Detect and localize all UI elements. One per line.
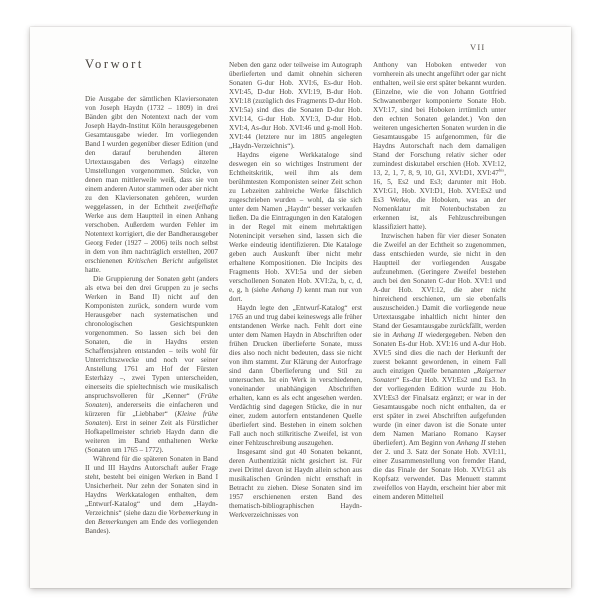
paragraph: Die Gruppierung der Sonaten geht (anders als etwa bei den drei Gruppen zu je sechs Werken in Band II) nicht auf den Komponisten zurück, sondern wurde vom Herausgeber nach systematischen und chronologischen Gesichtspunkten vorgenommen. So lassen sich bei den Sonaten, die in Haydns ersten Schaffensjahren entstanden – teils wohl für Unterrichtszwecke und noch vor seiner Anstellung 1761 am Hof der Fürsten Esterházy –, zwei Typen unterscheiden, einerseits die spieltechnisch wie musikalisch anspruchsvolleren für „Kenner“ (Frühe Sonaten), andererseits die einfacheren und kürzeren für „Liebhaber“ (Kleine frühe Sonaten). Erst in seiner Zeit als Fürstlicher Hofkapellmeister schrieb Haydn dann die weiteren im Band enthaltenen Werke (Sonaten um 1765 – 1772). [85, 275, 218, 454]
text-column-1 [85, 95, 218, 536]
paragraph: Die Ausgabe der sämtlichen Klaviersonaten von Joseph Haydn (1732 – 1809) in drei Bänden gibt den Notentext nach der vom Joseph Haydn-Institut Köln herausgegebenen Gesamtausgabe wieder. Im vorliegenden Band I wurden gegenüber dieser Edition (und den darauf beruhenden älteren Urtextausgaben des Verlags) einzelne Umstellungen vorgenommen. Stücke, von denen man mittlerweile weiß, dass sie von einem anderen Autor stammen oder aber nicht zu den Klaviersonaten gehören, wurden weggelassen, in der Echtheit zweifelhafte Werke aus dem Hauptteil in einen Anhang verschoben. Außerdem wurden Fehler im Notentext korrigiert, die der Bandherausgeber Georg Feder (1927 – 2006) teils noch selbst in dem von ihm nachträglich erstellten, 2007 erschienenen Kritischen Bericht aufgelistet hatte. [85, 95, 218, 274]
text-column-2 [229, 61, 362, 520]
paragraph: Während für die späteren Sonaten in Band II und III Haydns Autorschaft außer Frage steht, besteht bei einigen Werken in Band I Unsicherheit. Nur zehn der Sonaten sind in Haydns Werkkatalogen enthalten, dem „Entwurf-Katalog“ und dem „Haydn-Verzeichnis“ (siehe dazu die Vorbemerkung in den Bemerkungen am Ende des vorliegenden Bandes). [85, 455, 219, 535]
paragraph: Haydn legte den „Entwurf-Katalog“ erst 1765 an und trug dabei keineswegs alle früher entstandenen Werke nach. Fehlt dort eine unter dem Namen Haydn in Abschriften oder frühen Drucken überlieferte Sonate, muss dies also noch nicht bedeuten, dass sie nicht von ihm stammt. Zur Klärung der Autorfrage sind dann Überlieferung und Stil zu untersuchen. Ist ein Werk in verschiedenen, voneinander unabhängigen Abschriften erhalten, kann es als echt angesehen werden. Verdächtig sind dagegen Stücke, die in nur einer, zudem autorfern entstandenen Quelle überliefert sind. Bestehen in einem solchen Fall auch noch stilkritische Zweifel, ist von einer Fehlzuschreibung auszugehen. [229, 304, 362, 447]
paragraph: Haydns eigene Werkkataloge sind deswegen ein so wichtiges Instrument der Echtheitskritik, weil ihm als dem berühmtesten Komponisten seiner Zeit schon zu Lebzeiten zahlreiche Werke fälschlich zugeschrieben wurden – wohl, da sie sich unter dem Namen „Haydn“ besser verkaufen ließen. Da die Eintragungen in den Katalogen in der Regel mit einem mehrtaktigen Notenincipit versehen sind, lassen sich die Werke eindeutig identifizieren. Die Kataloge geben auch Auskunft über nicht mehr erhaltene Kompositionen. Die Incipits des Fragments Hob. XVI:5a und der sieben verschollenen Sonaten Hob. XVI:2a, b, c, d, e, g, h (siehe Anhang I) kennt man nur von dort. [229, 151, 362, 303]
paragraph: Neben den ganz oder teilweise im Autograph überlieferten und damit ohnehin sicheren Sonaten G-dur Hob. XVI:6, Es-dur Hob. XVI:45, D-dur Hob. XVI:19, B-dur Hob. XVI:18 (zuzüglich des Fragments D-dur Hob. XVI:5a) sind dies die Sonaten D-dur Hob. XVI:14, G-dur Hob. XVI:3, D-dur Hob. XVI:4, As-dur Hob. XVI:46 und g-moll Hob. XVI:44 (letztere nur im 1805 angelegten „Haydn-Verzeichnis“). [229, 61, 362, 150]
paragraph: Inzwischen haben für vier dieser Sonaten die Zweifel an der Echtheit so zugenommen, dass entschieden wurde, sie nicht in den Hauptteil der vorliegenden Ausgabe aufzunehmen. (Geringere Zweifel bestehen auch bei den Sonaten C-dur Hob. XVI:1 und A-dur Hob. XVI:12, die aber nicht hinreichend erschienen, um sie ebenfalls auszuscheiden.) Damit die vorliegende neue Urtextausgabe inhaltlich nicht hinter den Stand der Gesamtausgabe zurückfällt, werden sie in Anhang II wiedergegeben. Neben den Sonaten Es-dur Hob. XVI:16 und A-dur Hob. XVI:5 sind dies die nach der Herkunft der zuerst bekannt gewordenen, in einem Fall auch einzigen Quelle benannten „Raigerner Sonaten“ Es-dur Hob. XVI:Es2 und Es3. In der vorliegenden Edition wurde zu Hob. XVI:Es3 der Finalsatz ergänzt; er war in der Gesamtausgabe noch nicht enthalten, da er erst später in zwei Abschriften aufgefunden wurde (in einer davon ist die Sonate unter dem Namen Mariano Romano Kayser überliefert). Am Beginn von Anhang II stehen der 2. und 3. Satz der Sonate Hob. XVI:11, einer Zusammenstellung von fremder Hand, die das Finale der Sonate Hob. XVI:G1 als Kopfsatz verwendet. Das Menuett stammt zweifellos von Haydn, erscheint hier aber mit einem anderen Mittelteil [373, 232, 506, 501]
paragraph: Insgesamt sind gut 40 Sonaten bekannt, deren Authentizität nicht gesichert ist. Für zwei Drittel davon ist Haydn allein schon aus musikalischen Gründen nicht ernsthaft in Betracht zu ziehen. Diese Sonaten sind im 1957 erschienenen ersten Band des thematisch-bibliographischen Haydn-Werkverzeichnisses von [229, 448, 362, 519]
page-title: Vorwort [85, 57, 144, 71]
page-number: VII [470, 42, 486, 52]
paragraph: Anthony van Hoboken entweder von vornherein als unecht angeführt oder gar nicht enthalten, weil sie erst später bekannt wurden. (Einzelne, wie die von Johann Gottfried Schwanenberger komponierte Sonate Hob. XVI:17, sind bei Hoboken irrtümlich unter den echten Sonaten gelandet.) Von den weiteren ungesicherten Sonaten wurden in die Gesamtausgabe 15 aufgenommen, für die Haydns Autorschaft nach dem damaligen Stand der Forschung relativ sicher oder zumindest diskutabel erschien (Hob. XVI:12, 13, 2, 1, 7, 8, 9, 10, G1, XVI:D1, $XVI:47^{bis}$, 16, 5, Es2 und Es3; darunter mit Hob. XVI:G1, Hob. XVI:D1, Hob. XVI:Es2 und Es3 Werke, die Hoboken, was an der Nomenklatur mit Notenbuchstaben zu erkennen ist, als Fehlzuschreibungen klassifiziert hatte). [373, 61, 506, 231]
book-page [30, 27, 571, 588]
text-column-3 [373, 61, 506, 502]
